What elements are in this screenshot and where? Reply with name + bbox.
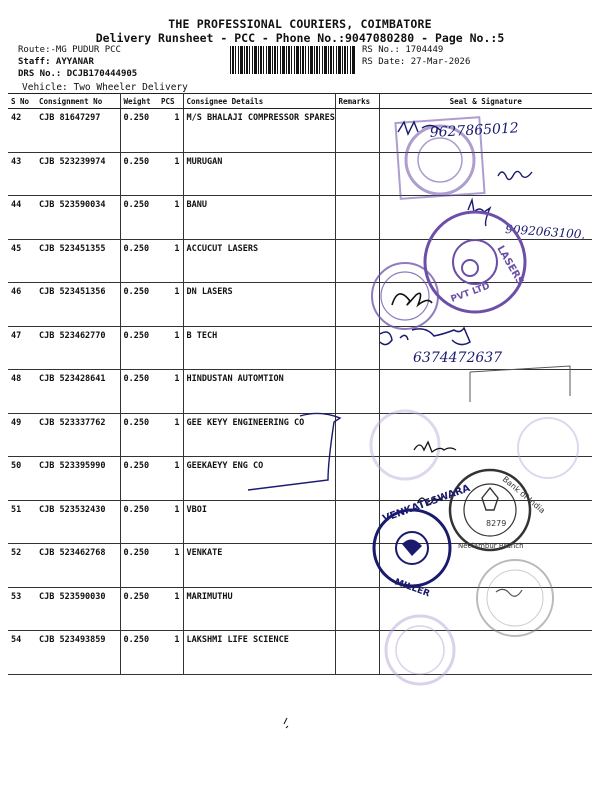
barcode bbox=[230, 46, 356, 74]
cell-pcs: 1 bbox=[158, 109, 183, 153]
cell-weight: 0.250 bbox=[120, 500, 158, 544]
table-row bbox=[8, 631, 592, 675]
cell-weight: 0.250 bbox=[120, 326, 158, 370]
cell-consignee: GEEKAEYY ENG CO bbox=[183, 457, 335, 501]
col-consignee: Consignee Details bbox=[183, 94, 335, 109]
cell-consignment: CJB 523451356 bbox=[36, 283, 120, 327]
cell-weight: 0.250 bbox=[120, 283, 158, 327]
pen-mark-icon bbox=[284, 718, 288, 728]
vehicle-label: Vehicle: Two Wheeler Delivery bbox=[22, 82, 188, 93]
cell-signature bbox=[379, 587, 592, 631]
cell-pcs: 1 bbox=[158, 196, 183, 240]
cell-weight: 0.250 bbox=[120, 196, 158, 240]
stamp-bank-name: Bank of India bbox=[500, 474, 547, 516]
col-pcs: PCS bbox=[158, 94, 183, 109]
cell-signature bbox=[379, 283, 592, 327]
runsheet-table bbox=[8, 93, 592, 675]
cell-weight: 0.250 bbox=[120, 413, 158, 457]
cell-consignee: HINDUSTAN AUTOMTION bbox=[183, 370, 335, 414]
table-row bbox=[8, 370, 592, 414]
cell-signature bbox=[379, 326, 592, 370]
cell-consignee: B TECH bbox=[183, 326, 335, 370]
cell-pcs: 1 bbox=[158, 457, 183, 501]
cell-consignment: CJB 523395990 bbox=[36, 457, 120, 501]
cell-pcs: 1 bbox=[158, 326, 183, 370]
cell-consignment: CJB 523462770 bbox=[36, 326, 120, 370]
rs-number: RS No.: 1704449 bbox=[362, 45, 444, 55]
handwritten-phone-2: 9092063100. bbox=[504, 222, 586, 242]
cell-consignee: VBOI bbox=[183, 500, 335, 544]
table-row bbox=[8, 239, 592, 283]
cell-weight: 0.250 bbox=[120, 109, 158, 153]
cell-pcs: 1 bbox=[158, 413, 183, 457]
stamp-mill-name: VENKATESWARA bbox=[381, 482, 472, 525]
cell-weight: 0.250 bbox=[120, 457, 158, 501]
cell-consignment: CJB 523590030 bbox=[36, 587, 120, 631]
cell-signature bbox=[379, 544, 592, 588]
cell-signature bbox=[379, 196, 592, 240]
cell-consignment: CJB 523337762 bbox=[36, 413, 120, 457]
cell-signature bbox=[379, 457, 592, 501]
cell-remarks bbox=[335, 326, 379, 370]
cell-sno: 50 bbox=[8, 457, 36, 501]
cell-signature bbox=[379, 109, 592, 153]
cell-sno: 54 bbox=[8, 631, 36, 675]
route-label: Route:-MG PUDUR PCC bbox=[18, 45, 121, 55]
cell-pcs: 1 bbox=[158, 587, 183, 631]
cell-pcs: 1 bbox=[158, 152, 183, 196]
cell-weight: 0.250 bbox=[120, 370, 158, 414]
cell-sno: 44 bbox=[8, 196, 36, 240]
cell-consignment: CJB 523532430 bbox=[36, 500, 120, 544]
cell-weight: 0.250 bbox=[120, 152, 158, 196]
cell-pcs: 1 bbox=[158, 500, 183, 544]
table-row bbox=[8, 109, 592, 153]
table-row bbox=[8, 283, 592, 327]
cell-remarks bbox=[335, 283, 379, 327]
table-row bbox=[8, 196, 592, 240]
col-consignment: Consignment No bbox=[36, 94, 120, 109]
stamp-mill-sub: MILLER bbox=[392, 577, 432, 600]
cell-consignee: LAKSHMI LIFE SCIENCE bbox=[183, 631, 335, 675]
stamp-bank-code: 8279 bbox=[486, 519, 507, 528]
cell-consignee: DN LASERS bbox=[183, 283, 335, 327]
cell-consignment: CJB 523428641 bbox=[36, 370, 120, 414]
cell-pcs: 1 bbox=[158, 370, 183, 414]
cell-remarks bbox=[335, 544, 379, 588]
cell-consignee: VENKATE bbox=[183, 544, 335, 588]
handwritten-phone-1: 9627865012 bbox=[429, 120, 520, 141]
cell-consignment: CJB 523590034 bbox=[36, 196, 120, 240]
cell-sno: 46 bbox=[8, 283, 36, 327]
cell-consignee: M/S BHALAJI COMPRESSOR SPARES bbox=[183, 109, 335, 153]
col-remarks: Remarks bbox=[335, 94, 379, 109]
cell-remarks bbox=[335, 413, 379, 457]
cell-weight: 0.250 bbox=[120, 587, 158, 631]
cell-pcs: 1 bbox=[158, 544, 183, 588]
page-subtitle: Delivery Runsheet - PCC - Phone No.:9047080280 - Page No.:5 bbox=[95, 31, 505, 45]
staff-label: Staff: AYYANAR bbox=[18, 57, 94, 67]
table-row bbox=[8, 587, 592, 631]
cell-sno: 42 bbox=[8, 109, 36, 153]
cell-sno: 43 bbox=[8, 152, 36, 196]
table-row bbox=[8, 500, 592, 544]
drs-label: DRS No.: DCJB170444905 bbox=[18, 69, 138, 79]
cell-consignment: CJB 523239974 bbox=[36, 152, 120, 196]
cell-signature bbox=[379, 152, 592, 196]
cell-consignee: BANU bbox=[183, 196, 335, 240]
cell-consignment: CJB 523451355 bbox=[36, 239, 120, 283]
cell-sno: 51 bbox=[8, 500, 36, 544]
cell-pcs: 1 bbox=[158, 631, 183, 675]
cell-signature bbox=[379, 631, 592, 675]
cell-consignee: MURUGAN bbox=[183, 152, 335, 196]
table-row bbox=[8, 413, 592, 457]
cell-weight: 0.250 bbox=[120, 239, 158, 283]
cell-remarks bbox=[335, 152, 379, 196]
cell-sno: 49 bbox=[8, 413, 36, 457]
cell-consignee: MARIMUTHU bbox=[183, 587, 335, 631]
cell-consignment: CJB 523493859 bbox=[36, 631, 120, 675]
col-weight: Weight bbox=[120, 94, 158, 109]
cell-remarks bbox=[335, 500, 379, 544]
cell-sno: 47 bbox=[8, 326, 36, 370]
cell-signature bbox=[379, 239, 592, 283]
cell-consignee: GEE KEYY ENGINEERING CO bbox=[183, 413, 335, 457]
cell-weight: 0.250 bbox=[120, 631, 158, 675]
handwritten-phone-3: 6374472637 bbox=[413, 350, 503, 366]
cell-signature bbox=[379, 413, 592, 457]
cell-pcs: 1 bbox=[158, 239, 183, 283]
cell-sno: 52 bbox=[8, 544, 36, 588]
table-row bbox=[8, 326, 592, 370]
stamp-bank-branch: Neelambur Branch bbox=[458, 542, 524, 550]
table-row bbox=[8, 152, 592, 196]
cell-sno: 45 bbox=[8, 239, 36, 283]
cell-sno: 48 bbox=[8, 370, 36, 414]
cell-remarks bbox=[335, 239, 379, 283]
cell-remarks bbox=[335, 370, 379, 414]
cell-remarks bbox=[335, 109, 379, 153]
cell-remarks bbox=[335, 587, 379, 631]
cell-consignee: ACCUCUT LASERS bbox=[183, 239, 335, 283]
cell-remarks bbox=[335, 631, 379, 675]
stamp-lasers-text: LASERS bbox=[494, 244, 526, 287]
stamp-pvt-text: PVT LTD bbox=[449, 281, 492, 305]
cell-consignment: CJB 523462768 bbox=[36, 544, 120, 588]
cell-remarks bbox=[335, 457, 379, 501]
rs-date: RS Date: 27-Mar-2026 bbox=[362, 57, 471, 67]
table-row bbox=[8, 457, 592, 501]
col-sno: S No bbox=[8, 94, 36, 109]
cell-weight: 0.250 bbox=[120, 544, 158, 588]
cell-signature bbox=[379, 500, 592, 544]
cell-signature bbox=[379, 370, 592, 414]
table-row bbox=[8, 544, 592, 588]
cell-pcs: 1 bbox=[158, 283, 183, 327]
cell-consignment: CJB 81647297 bbox=[36, 109, 120, 153]
col-signature: Seal & Signature bbox=[379, 94, 592, 109]
cell-remarks bbox=[335, 196, 379, 240]
cell-sno: 53 bbox=[8, 587, 36, 631]
page-title: THE PROFESSIONAL COURIERS, COIMBATORE bbox=[168, 17, 432, 31]
table-header bbox=[8, 94, 592, 109]
